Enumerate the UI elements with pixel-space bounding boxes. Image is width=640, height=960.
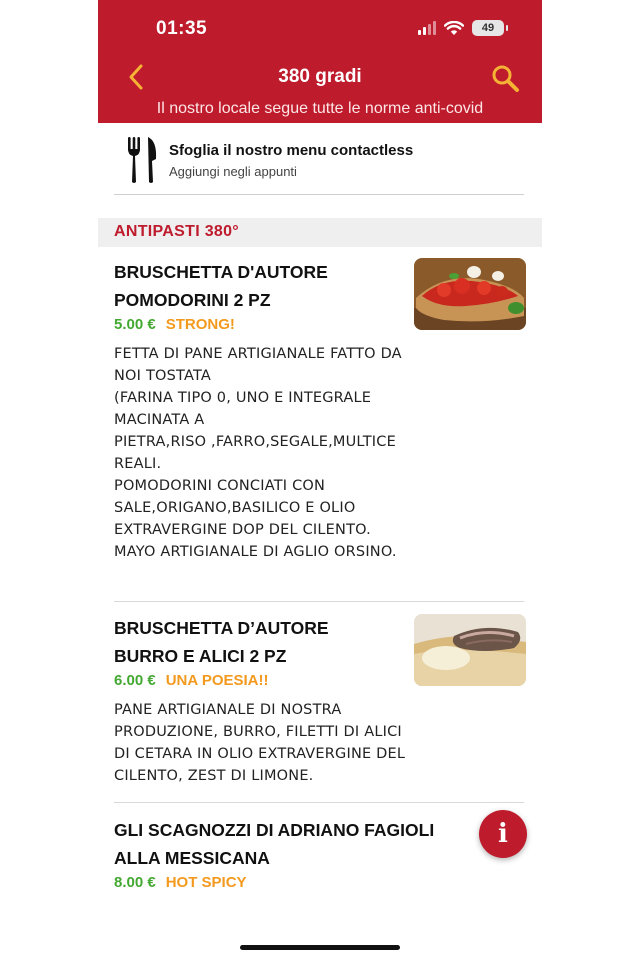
item-divider (114, 601, 524, 602)
cellular-signal-icon (418, 21, 436, 35)
item-divider (114, 802, 524, 803)
item-name: BRUSCHETTA D'AUTORE POMODORINI 2 PZ (114, 262, 328, 310)
search-icon[interactable] (490, 63, 520, 93)
item-price-row (114, 316, 235, 333)
contactless-title: Sfoglia il nostro menu contactless (169, 142, 414, 159)
item-price: 8.00 € (114, 874, 156, 891)
status-icons (418, 20, 504, 36)
menu-item[interactable] (114, 258, 526, 578)
cutlery-icon (124, 135, 160, 185)
home-indicator (240, 945, 400, 950)
page-title: 380 gradi (278, 66, 362, 87)
contactless-subtitle: Aggiungi negli appunti (169, 164, 297, 179)
item-price: 5.00 € (114, 316, 156, 333)
contactless-menu-row[interactable] (114, 123, 524, 195)
menu-item[interactable] (114, 816, 526, 906)
item-name: BRUSCHETTA D’AUTORE BURRO E ALICI 2 PZ (114, 618, 329, 666)
item-price-row (114, 874, 247, 891)
item-description: PANE ARTIGIANALE DI NOSTRA PRODUZIONE, BURRO, FILETTI DI ALICI DI CETARA IN OLIO EXTRAVERGINE DEL CILENTO, ZEST DI LIMONE. (114, 702, 406, 784)
item-tag: UNA POESIA!! (165, 672, 269, 689)
item-tag: STRONG! (165, 316, 235, 333)
info-button[interactable] (479, 810, 527, 858)
item-photo-anchovy-bruschetta (414, 614, 526, 686)
battery-icon: 49 (472, 20, 504, 36)
section-header (98, 218, 542, 247)
item-price: 6.00 € (114, 672, 156, 689)
item-name: GLI SCAGNOZZI DI ADRIANO FAGIOLI ALLA MESSICANA (114, 820, 435, 868)
app-header (98, 0, 542, 123)
item-photo-tomato-bruschetta (414, 258, 526, 330)
item-description: FETTA DI PANE ARTIGIANALE FATTO DA NOI TOSTATA (FARINA TIPO 0, UNO E INTEGRALE MACINATA A PIETRA,RISO ,FARRO,SEGALE,MULTICE REALI. POMODORINI CONCIATI CON SALE,ORIGANO,BASILICO E OLIO EXTRAVERGINE DOP DEL CILENTO. MAYO ARTIGIANALE DI AGLIO ORSINO. (114, 346, 402, 560)
item-price-row (114, 672, 269, 689)
item-tag: HOT SPICY (165, 874, 247, 891)
covid-banner: Il nostro locale segue tutte le norme anti-covid (156, 100, 484, 117)
status-time: 01:35 (156, 18, 208, 39)
app-screen (98, 0, 542, 960)
wifi-icon (444, 21, 464, 36)
section-title: ANTIPASTI 380° (114, 223, 239, 240)
info-icon: i (498, 819, 508, 849)
menu-item[interactable] (114, 614, 526, 794)
